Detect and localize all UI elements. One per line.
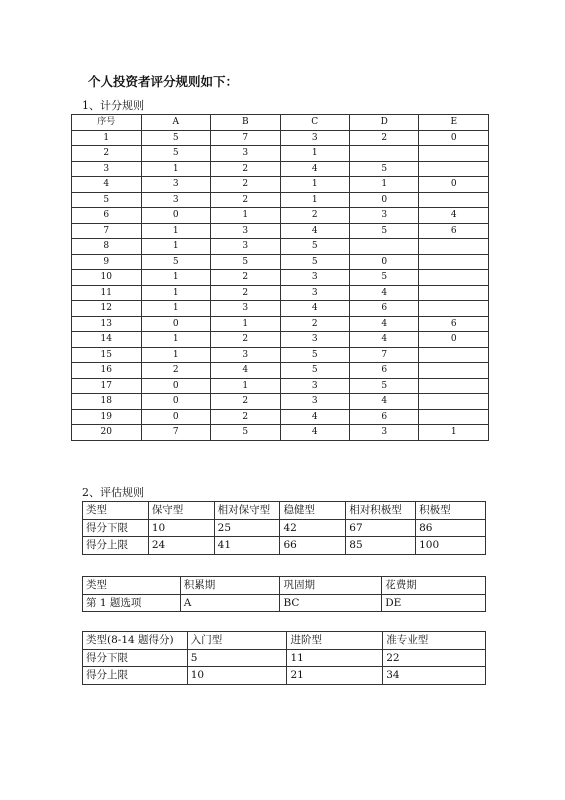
table-cell: 3	[280, 332, 349, 348]
table-cell	[349, 146, 418, 162]
table-cell	[349, 239, 418, 255]
table-cell: 3	[280, 130, 349, 146]
table-cell: 3	[349, 208, 418, 224]
table-cell: 2	[211, 285, 280, 301]
table-cell: 10	[148, 519, 214, 537]
table-cell: 1	[141, 332, 210, 348]
table-cell: 22	[383, 649, 486, 667]
table-cell: 17	[72, 378, 142, 394]
table-cell: 得分上限	[83, 537, 149, 555]
table-cell: 准专业型	[383, 632, 486, 650]
table-row	[72, 254, 489, 270]
table-cell: 0	[349, 192, 418, 208]
table-cell: 保守型	[148, 502, 214, 520]
table-cell: 0	[141, 378, 210, 394]
table-cell: DE	[382, 594, 486, 612]
table-cell: 3	[211, 146, 280, 162]
table-cell: 2	[211, 161, 280, 177]
table-cell: 2	[211, 394, 280, 410]
table-cell: 巩固期	[280, 577, 382, 595]
table-cell: 1	[211, 208, 280, 224]
table-cell: 5	[72, 192, 142, 208]
table-cell: 5	[280, 347, 349, 363]
table-cell: 3	[280, 394, 349, 410]
scoring-rules-table	[71, 114, 489, 441]
table-cell	[419, 192, 489, 208]
table-cell: 得分下限	[83, 519, 149, 537]
table-cell: 5	[280, 239, 349, 255]
table-cell: 0	[141, 208, 210, 224]
table-cell: 1	[280, 177, 349, 193]
table-header-row	[83, 577, 486, 595]
table-cell: 1	[419, 425, 489, 441]
table-row	[72, 363, 489, 379]
table-cell: 11	[287, 649, 383, 667]
table-cell: 序号	[72, 115, 142, 131]
section-heading-scoring-rules: 1、计分规则	[82, 99, 144, 112]
table-cell: A	[180, 594, 280, 612]
table-cell: 1	[141, 223, 210, 239]
table-cell: 5	[349, 223, 418, 239]
table-cell: 11	[72, 285, 142, 301]
table-cell: 3	[211, 223, 280, 239]
table-cell: 34	[383, 667, 486, 685]
table-row	[72, 130, 489, 146]
table-cell: 5	[349, 161, 418, 177]
table-cell	[419, 270, 489, 286]
table-cell: 4	[349, 285, 418, 301]
table-cell: 类型(8-14 题得分)	[83, 632, 188, 650]
table-cell: 1	[280, 146, 349, 162]
table-row	[83, 537, 486, 555]
table-row	[72, 146, 489, 162]
table-cell: 5	[211, 425, 280, 441]
table-cell: 相对保守型	[214, 502, 280, 520]
table-cell: 4	[280, 425, 349, 441]
table-cell: 0	[419, 177, 489, 193]
table-cell: 19	[72, 409, 142, 425]
table-row	[72, 192, 489, 208]
table-cell	[419, 347, 489, 363]
table-cell: 5	[141, 146, 210, 162]
table-cell: C	[280, 115, 349, 131]
table-cell: 10	[72, 270, 142, 286]
table-cell: 25	[214, 519, 280, 537]
table-cell: 21	[287, 667, 383, 685]
table-cell: 6	[419, 316, 489, 332]
table-row	[72, 394, 489, 410]
table-cell: 入门型	[187, 632, 287, 650]
table-cell: 类型	[83, 577, 181, 595]
table-cell: 相对积极型	[346, 502, 416, 520]
table-row	[72, 177, 489, 193]
table-cell: 进阶型	[287, 632, 383, 650]
risk-type-table	[82, 501, 486, 555]
table-cell: 3	[141, 177, 210, 193]
table-cell: 类型	[83, 502, 149, 520]
table-cell: 1	[211, 316, 280, 332]
table-cell: 稳健型	[280, 502, 346, 520]
table-row	[72, 425, 489, 441]
table-cell: 67	[346, 519, 416, 537]
table-cell: 1	[211, 378, 280, 394]
table-cell: 6	[419, 223, 489, 239]
table-cell: 4	[349, 394, 418, 410]
table-cell: 1	[349, 177, 418, 193]
table-row	[83, 594, 486, 612]
table-cell: 16	[72, 363, 142, 379]
table-row	[72, 161, 489, 177]
table-cell: 14	[72, 332, 142, 348]
table-cell: 7	[349, 347, 418, 363]
table-cell: 7	[211, 130, 280, 146]
table-cell: 13	[72, 316, 142, 332]
table-cell: 2	[280, 316, 349, 332]
table-cell: 花费期	[382, 577, 486, 595]
table-cell: 18	[72, 394, 142, 410]
table-cell: 3	[211, 239, 280, 255]
table-cell: 0	[141, 409, 210, 425]
table-cell: 3	[72, 161, 142, 177]
table-cell	[419, 409, 489, 425]
table-cell: 100	[416, 537, 486, 555]
table-row	[72, 223, 489, 239]
table-row	[72, 332, 489, 348]
table-cell: 1	[141, 285, 210, 301]
table-cell	[419, 301, 489, 317]
table-cell: 1	[141, 161, 210, 177]
table-cell: 6	[349, 301, 418, 317]
table-cell: 4	[419, 208, 489, 224]
table-cell: 3	[280, 285, 349, 301]
section-heading-evaluation-rules: 2、评估规则	[82, 486, 144, 499]
table-cell: 3	[211, 301, 280, 317]
table-cell: 0	[419, 130, 489, 146]
table-cell: 0	[141, 394, 210, 410]
table-cell: B	[211, 115, 280, 131]
table-cell: 2	[141, 363, 210, 379]
table-row	[72, 301, 489, 317]
table-cell: 3	[141, 192, 210, 208]
experience-level-table	[82, 631, 486, 685]
table-row	[72, 347, 489, 363]
table-cell: 41	[214, 537, 280, 555]
table-cell: 6	[349, 363, 418, 379]
table-cell: 3	[211, 347, 280, 363]
table-cell: 2	[211, 192, 280, 208]
table-row	[72, 270, 489, 286]
table-header-row	[83, 502, 486, 520]
table-cell: 4	[280, 409, 349, 425]
table-cell: 3	[280, 378, 349, 394]
table-cell: 第 1 题选项	[83, 594, 181, 612]
table-cell: 2	[211, 177, 280, 193]
table-cell: 7	[72, 223, 142, 239]
table-cell: 7	[141, 425, 210, 441]
table-cell: 5	[211, 254, 280, 270]
table-cell: 4	[349, 332, 418, 348]
table-cell: 5	[141, 254, 210, 270]
table-cell: 1	[72, 130, 142, 146]
table-cell: 4	[211, 363, 280, 379]
table-row	[83, 649, 486, 667]
table-cell: D	[349, 115, 418, 131]
table-cell: 15	[72, 347, 142, 363]
table-cell: 2	[211, 332, 280, 348]
table-cell: 5	[349, 270, 418, 286]
table-cell: 1	[141, 239, 210, 255]
table-cell: 66	[280, 537, 346, 555]
table-row	[83, 667, 486, 685]
table-cell: 24	[148, 537, 214, 555]
table-cell: 4	[280, 223, 349, 239]
table-cell: 2	[280, 208, 349, 224]
table-cell: 4	[280, 301, 349, 317]
table-cell: 0	[419, 332, 489, 348]
table-cell	[419, 363, 489, 379]
table-cell: 6	[349, 409, 418, 425]
table-cell: 4	[349, 316, 418, 332]
table-cell	[419, 161, 489, 177]
table-cell: 12	[72, 301, 142, 317]
table-cell: 4	[280, 161, 349, 177]
table-cell: 4	[72, 177, 142, 193]
table-cell: BC	[280, 594, 382, 612]
table-cell: 0	[349, 254, 418, 270]
table-cell: 积累期	[180, 577, 280, 595]
table-cell: A	[141, 115, 210, 131]
table-cell: 0	[141, 316, 210, 332]
document-title: 个人投资者评分规则如下：	[88, 74, 239, 89]
table-cell	[419, 394, 489, 410]
table-cell: 1	[141, 347, 210, 363]
table-cell	[419, 254, 489, 270]
table-cell: 3	[349, 425, 418, 441]
table-row	[72, 208, 489, 224]
table-cell: 5	[280, 363, 349, 379]
table-cell: 8	[72, 239, 142, 255]
table-cell: 10	[187, 667, 287, 685]
table-cell: 1	[280, 192, 349, 208]
table-cell: 6	[72, 208, 142, 224]
table-cell: 2	[211, 270, 280, 286]
table-cell: 1	[141, 270, 210, 286]
table-cell: 2	[211, 409, 280, 425]
table-header-row	[83, 632, 486, 650]
life-stage-table	[82, 576, 486, 612]
table-cell: 2	[72, 146, 142, 162]
table-cell: 得分下限	[83, 649, 188, 667]
table-cell: 得分上限	[83, 667, 188, 685]
table-cell: 积极型	[416, 502, 486, 520]
table-row	[72, 409, 489, 425]
table-cell: 42	[280, 519, 346, 537]
table-cell	[419, 378, 489, 394]
table-row	[72, 316, 489, 332]
table-cell	[419, 146, 489, 162]
table-cell: 5	[349, 378, 418, 394]
table-row	[72, 285, 489, 301]
table-cell: 85	[346, 537, 416, 555]
table-cell: 2	[349, 130, 418, 146]
table-cell: 20	[72, 425, 142, 441]
table-cell: 3	[280, 270, 349, 286]
table-cell: 9	[72, 254, 142, 270]
table-row	[72, 239, 489, 255]
table-cell: 5	[187, 649, 287, 667]
table-header-row	[72, 115, 489, 131]
table-cell: 86	[416, 519, 486, 537]
table-row	[83, 519, 486, 537]
table-cell	[419, 285, 489, 301]
table-cell: 5	[280, 254, 349, 270]
table-row	[72, 378, 489, 394]
table-cell	[419, 239, 489, 255]
table-cell: 5	[141, 130, 210, 146]
table-cell: E	[419, 115, 489, 131]
table-cell: 1	[141, 301, 210, 317]
